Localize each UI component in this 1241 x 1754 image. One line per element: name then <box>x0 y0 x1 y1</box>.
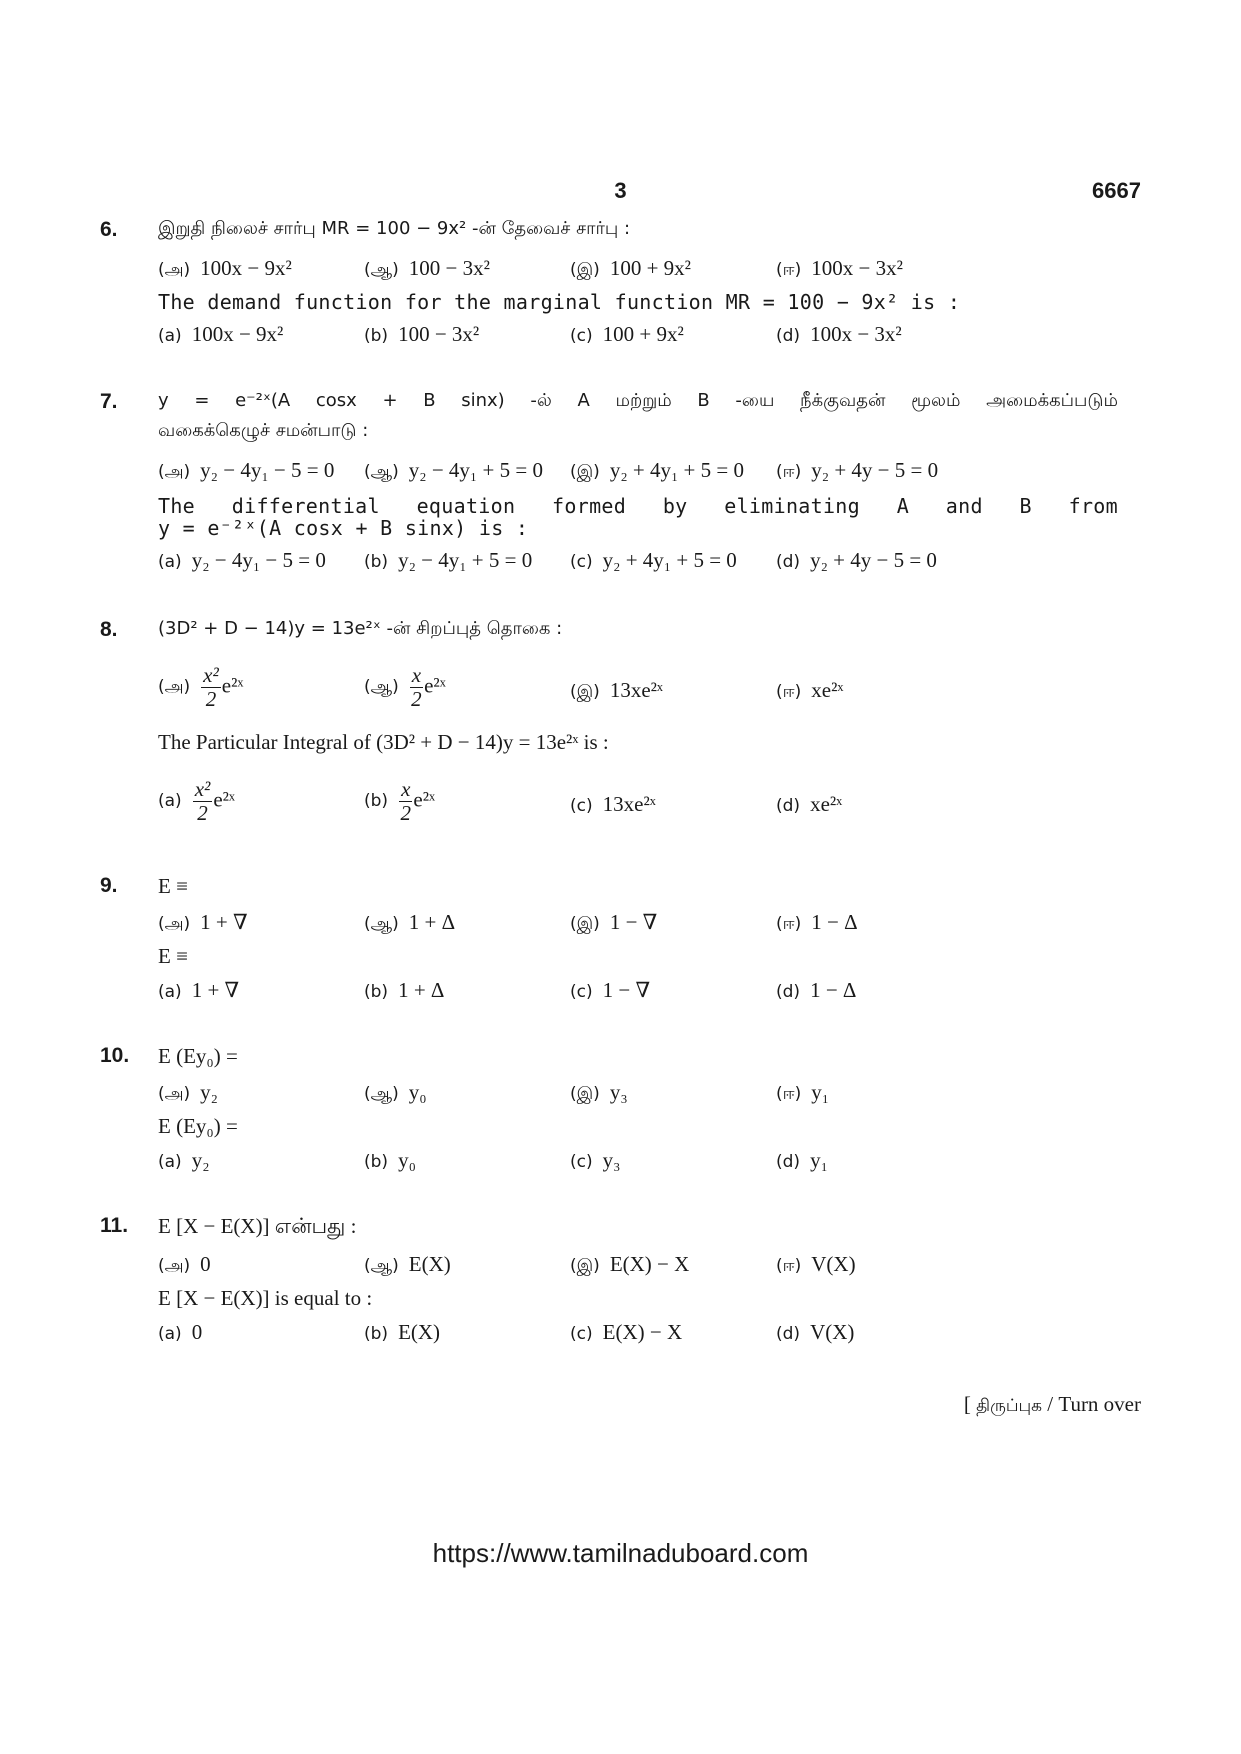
option <box>158 664 243 711</box>
option-text: 100x − 9x² <box>191 322 284 346</box>
option-text: y₂ − 4y₁ + 5 = 0 <box>408 458 543 482</box>
option-label: (d) <box>776 1152 801 1172</box>
question-text-english: The differential equation formed by eliminating A and B from <box>158 494 1118 518</box>
options-tamil <box>158 910 1138 950</box>
option <box>158 1080 218 1106</box>
fraction <box>193 778 213 825</box>
option-text: y₀ <box>398 1148 416 1172</box>
option-text: 1 + ∇ <box>191 978 240 1002</box>
option <box>364 256 490 282</box>
option-label: (ஈ) <box>776 260 802 280</box>
option-label: (b) <box>364 982 389 1002</box>
option-label: (ஆ) <box>364 677 399 698</box>
option-label: (c) <box>570 552 593 572</box>
option-text: V(X) <box>810 1320 855 1344</box>
option-label: (b) <box>364 1152 389 1172</box>
option-label: (ஆ) <box>364 1084 399 1104</box>
option-label: (இ) <box>570 682 600 702</box>
option <box>776 1252 856 1278</box>
option-label: (இ) <box>570 1084 600 1104</box>
option <box>364 1080 427 1106</box>
options-english <box>158 548 1138 588</box>
options-english <box>158 1148 1138 1188</box>
options-english <box>158 322 1138 362</box>
option-label: (a) <box>158 1152 182 1172</box>
option-text: 1 + ∇ <box>200 910 248 934</box>
option-text: y₂ − 4y₁ + 5 = 0 <box>398 548 533 572</box>
option-text: 100x − 3x² <box>810 322 902 346</box>
question-text-tamil: E (Ey₀) = <box>158 1044 238 1068</box>
option <box>776 548 937 573</box>
option-label: (ஆ) <box>364 914 399 934</box>
option-text: y₂ + 4y₁ + 5 = 0 <box>609 458 744 482</box>
option <box>570 548 737 573</box>
option-label: (அ) <box>158 914 191 934</box>
option-label: (இ) <box>570 1256 600 1276</box>
option <box>158 778 235 825</box>
option-text: E(X) − X <box>602 1320 683 1344</box>
turn-over-english: / Turn over <box>1047 1392 1141 1416</box>
option-label: (d) <box>776 552 801 572</box>
option <box>364 664 446 711</box>
option-label: (ஈ) <box>776 914 802 934</box>
option-label: (ஈ) <box>776 682 802 702</box>
option-text: y₂ − 4y₁ − 5 = 0 <box>191 548 326 572</box>
option-label: (b) <box>364 791 389 812</box>
option-label: (இ) <box>570 914 600 934</box>
option-text: 0 <box>191 1320 203 1344</box>
question-text-tamil: E [X − E(X)] என்பது : <box>158 1214 357 1238</box>
website-url: https://www.tamilnaduboard.com <box>432 1538 809 1568</box>
turn-over-note <box>964 1392 1141 1418</box>
option <box>570 256 691 282</box>
fraction <box>410 664 423 711</box>
option-text: xe²ˣ <box>811 678 844 702</box>
option <box>776 458 938 484</box>
option <box>364 1320 440 1345</box>
option-text: 1 − Δ <box>810 978 857 1002</box>
option-label: (அ) <box>158 1084 191 1104</box>
option <box>776 256 903 282</box>
option-label: (அ) <box>158 1256 191 1276</box>
paper-code: 6667 <box>1092 178 1141 203</box>
option <box>158 458 334 484</box>
question-text-english-cont: y = e⁻²ˣ(A cosx + B sinx) is : <box>158 516 529 540</box>
denominator: 2 <box>411 687 422 712</box>
turn-over-bracket: [ <box>963 1392 971 1416</box>
option-text: e²ˣ <box>413 787 436 812</box>
option <box>570 792 656 817</box>
option <box>776 678 843 704</box>
option-label: (b) <box>364 326 389 346</box>
option-text: y₂ − 4y₁ − 5 = 0 <box>200 458 335 482</box>
option-text: e²ˣ <box>213 787 235 812</box>
numerator: x <box>411 663 422 687</box>
option-label: (d) <box>776 796 801 816</box>
option <box>776 1080 829 1106</box>
turn-over-tamil: திருப்புக <box>976 1396 1043 1416</box>
numerator: x² <box>203 663 219 687</box>
option-label: (ஆ) <box>364 462 399 482</box>
option <box>364 1252 451 1278</box>
option <box>570 1080 628 1106</box>
option-label: (அ) <box>158 677 191 698</box>
option-label: (b) <box>364 552 389 572</box>
option <box>158 1252 211 1278</box>
denominator: 2 <box>400 801 411 826</box>
numerator: x <box>401 777 411 801</box>
question-text-tamil: (3D² + D − 14)y = 13e²ˣ -ன் சிறப்புத் தொகை : <box>158 618 563 639</box>
option-text: y₁ <box>811 1080 830 1104</box>
option <box>158 978 239 1003</box>
question-text-english: The Particular Integral of (3D² + D − 14)y = 13e²ˣ is : <box>158 730 609 754</box>
option <box>158 910 248 936</box>
option-text: 13xe²ˣ <box>602 792 656 816</box>
option-label: (a) <box>158 1324 182 1344</box>
option-text: E(X) <box>398 1320 441 1344</box>
option <box>776 792 842 817</box>
option <box>570 1148 620 1173</box>
option-label: (b) <box>364 1324 389 1344</box>
option-label: (c) <box>570 796 593 816</box>
option-label: (அ) <box>158 260 191 280</box>
option-text: y₃ <box>609 1080 628 1104</box>
option-text: 1 − ∇ <box>602 978 651 1002</box>
option-text: E(X) <box>408 1252 451 1276</box>
question-text-tamil-cont: வகைக்கெழுச் சமன்பாடு : <box>158 420 369 441</box>
question-text-tamil: இறுதி நிலைச் சார்பு MR = 100 − 9x² -ன் தேவைச் சார்பு : <box>158 218 631 239</box>
options-tamil <box>158 1080 1138 1120</box>
denominator: 2 <box>197 801 208 826</box>
option-label: (a) <box>158 552 182 572</box>
option-label: (ஈ) <box>776 1084 802 1104</box>
question-number: 11. <box>100 1214 129 1237</box>
option-text: y₁ <box>810 1148 828 1172</box>
option-text: y₂ + 4y − 5 = 0 <box>811 458 939 482</box>
option <box>364 910 455 936</box>
option-label: (d) <box>776 1324 801 1344</box>
option-label: (இ) <box>570 462 600 482</box>
fraction <box>201 664 221 711</box>
option-label: (இ) <box>570 260 600 280</box>
option-text: 1 + Δ <box>398 978 445 1002</box>
option-label: (a) <box>158 791 182 812</box>
option-text: 0 <box>200 1252 211 1276</box>
option <box>570 910 657 936</box>
question-number: 8. <box>100 618 118 641</box>
options-tamil <box>158 664 1138 728</box>
question-text-english: E ≡ <box>158 944 188 968</box>
question-number: 10. <box>100 1044 130 1067</box>
option-label: (ஆ) <box>364 260 399 280</box>
option <box>364 458 543 484</box>
option-label: (d) <box>776 982 801 1002</box>
question-number: 9. <box>100 874 118 897</box>
option-label: (ஈ) <box>776 462 802 482</box>
option-text: y₂ + 4y₁ + 5 = 0 <box>602 548 737 572</box>
option <box>570 678 663 704</box>
option-label: (ஈ) <box>776 1256 802 1276</box>
option <box>364 1148 416 1173</box>
option <box>776 322 902 347</box>
option-text: y₂ <box>200 1080 218 1104</box>
denominator: 2 <box>205 687 217 712</box>
options-tamil <box>158 458 1138 498</box>
option <box>776 1320 854 1345</box>
option-text: V(X) <box>811 1252 856 1276</box>
option <box>158 548 326 573</box>
option <box>364 548 532 573</box>
option <box>364 978 444 1003</box>
option-text: e²ˣ <box>424 673 446 698</box>
options-english <box>158 1320 1138 1360</box>
option-label: (c) <box>570 982 593 1002</box>
question-text-tamil: E ≡ <box>158 874 188 898</box>
option <box>570 1252 689 1278</box>
options-english <box>158 978 1138 1018</box>
option-text: 100x − 9x² <box>200 256 292 280</box>
option-label: (ஆ) <box>364 1256 399 1276</box>
option-text: 13xe²ˣ <box>609 678 663 702</box>
fraction <box>399 778 412 825</box>
option-text: y₃ <box>602 1148 621 1172</box>
option-text: 1 − ∇ <box>609 910 658 934</box>
option <box>158 322 283 347</box>
option <box>158 1320 202 1345</box>
option-text: y₂ + 4y − 5 = 0 <box>810 548 937 572</box>
option-label: (a) <box>158 326 182 346</box>
option <box>570 978 650 1003</box>
page-number: 3 <box>614 178 627 203</box>
option-text: 1 + Δ <box>408 910 456 934</box>
option <box>776 1148 828 1173</box>
option-label: (அ) <box>158 462 191 482</box>
options-english <box>158 778 1138 842</box>
option-text: 100x − 3x² <box>811 256 903 280</box>
option-text: y₂ <box>191 1148 210 1172</box>
option <box>776 910 858 936</box>
option <box>570 458 744 484</box>
option <box>158 256 292 282</box>
option-text: xe²ˣ <box>810 792 843 816</box>
numerator: x² <box>194 777 211 801</box>
question-number: 6. <box>100 218 118 241</box>
option-label: (c) <box>570 326 593 346</box>
option-text: 1 − Δ <box>811 910 858 934</box>
option <box>364 322 479 347</box>
option-text: E(X) − X <box>609 1252 690 1276</box>
option-text: y₀ <box>408 1080 427 1104</box>
option-label: (d) <box>776 326 801 346</box>
option-label: (c) <box>570 1152 593 1172</box>
option <box>570 322 684 347</box>
option-label: (a) <box>158 982 182 1002</box>
option-text: 100 − 3x² <box>408 256 490 280</box>
option <box>158 1148 210 1173</box>
question-text-english: E [X − E(X)] is equal to : <box>158 1286 373 1310</box>
option-text: 100 + 9x² <box>609 256 691 280</box>
question-text-tamil: y = e⁻²ˣ(A cosx + B sinx) -ல் A மற்றும் B -யை நீக்குவதன் மூலம் அமைக்கப்படும் <box>158 390 1118 411</box>
question-text-english: E (Ey₀) = <box>158 1114 238 1138</box>
option-text: e²ˣ <box>221 673 244 698</box>
option-label: (c) <box>570 1324 593 1344</box>
option <box>364 778 435 825</box>
option <box>570 1320 682 1345</box>
option <box>776 978 856 1003</box>
question-text-english: The demand function for the marginal function MR = 100 − 9x² is : <box>158 290 961 314</box>
option-text: 100 − 3x² <box>398 322 480 346</box>
option-text: 100 + 9x² <box>602 322 684 346</box>
question-number: 7. <box>100 390 118 413</box>
